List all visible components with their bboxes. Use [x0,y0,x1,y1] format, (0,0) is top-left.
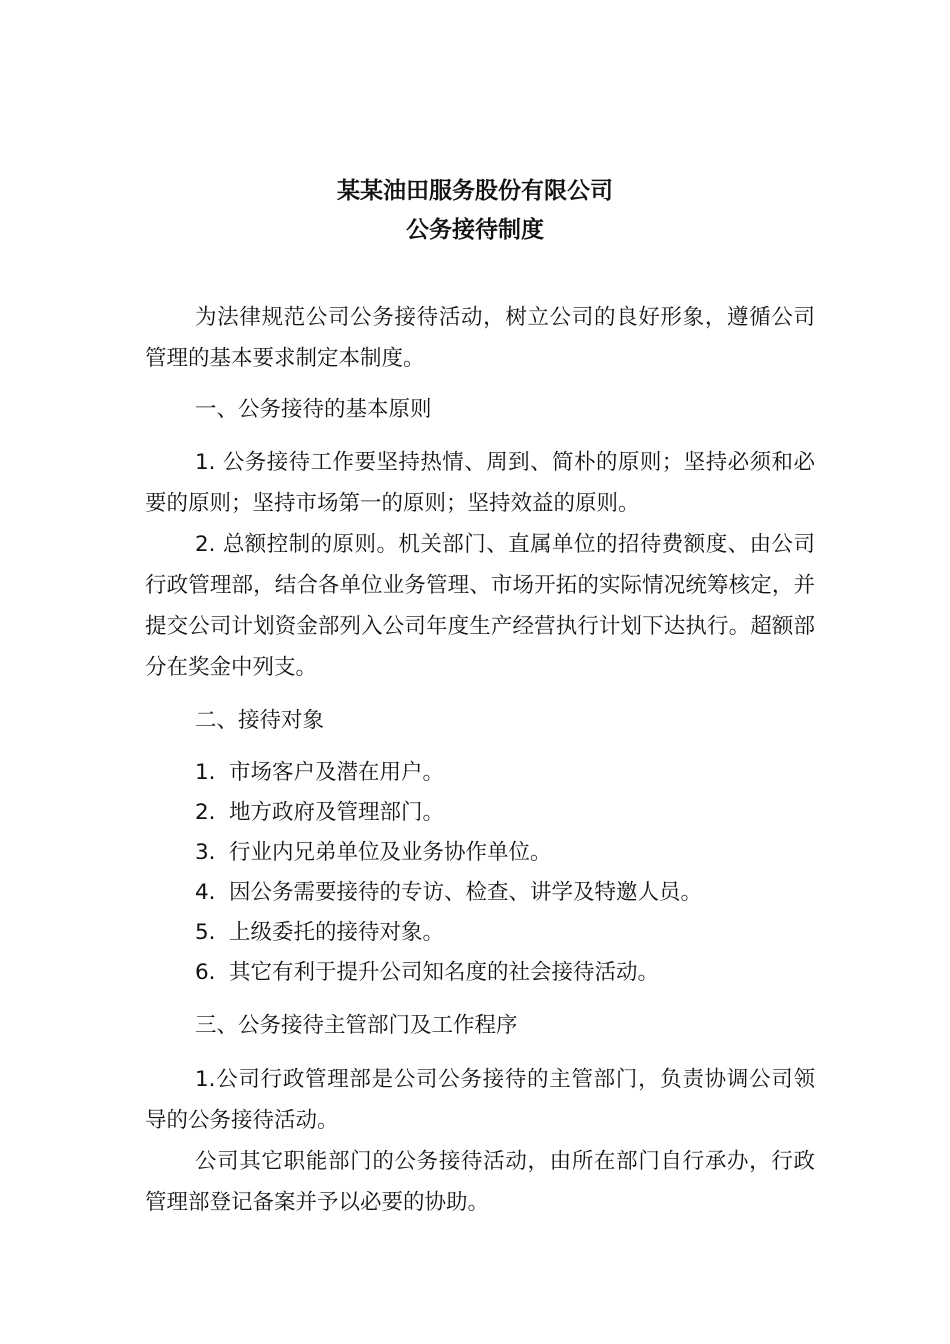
section-heading-targets: 二、接待对象 [195,708,325,733]
list-item-number: 4. [195,880,216,905]
list-item [195,952,659,993]
department-paragraph-2: 公司其它职能部门的公务接待活动，由所在部门自行承办，行政管理部登记备案并予以必要的协助。 [145,1149,815,1215]
list-item-text: 上级委托的接待对象。 [229,920,445,945]
department-paragraph-1 [145,1059,815,1141]
list-item [195,792,444,833]
document-title: 公务接待制度 [406,217,544,243]
list-item [195,912,444,953]
paragraph-number: 1. [195,450,216,475]
intro-paragraph: 为法律规范公司公务接待活动，树立公司的良好形象，遵循公司管理的基本要求制定本制度。 [145,305,815,371]
list-item-text: 其它有利于提升公司知名度的社会接待活动。 [229,960,660,985]
paragraph-number: 2. [195,532,216,557]
list-item [195,832,552,873]
paragraph-text: 总额控制的原则。机关部门、直属单位的招待费额度、由公司行政管理部，结合各单位业务管理、市场开拓的实际情况统筹核定，并提交公司计划资金部列入公司年度生产经营执行计划下达执行。超额部分在奖金中列支。 [145,532,815,680]
company-name: 某某油田服务股份有限公司 [337,178,613,204]
list-item-number: 6. [195,960,216,985]
list-item [195,752,444,793]
list-item-number: 1. [195,760,216,785]
list-item-text: 地方政府及管理部门。 [229,800,445,825]
list-item-text: 行业内兄弟单位及业务协作单位。 [229,840,552,865]
section-heading-department: 三、公务接待主管部门及工作程序 [195,1013,518,1038]
list-item [195,872,702,913]
paragraph-number: 1. [195,1067,216,1092]
paragraph-text: 公司行政管理部是公司公务接待的主管部门，负责协调公司领导的公务接待活动。 [145,1067,815,1133]
principle-paragraph-2 [145,524,815,688]
list-item-number: 5. [195,920,216,945]
paragraph-text: 公务接待工作要坚持热情、周到、简朴的原则；坚持必须和必要的原则；坚持市场第一的原则；坚持效益的原则。 [145,450,815,516]
list-item-number: 3. [195,840,216,865]
list-item-text: 因公务需要接待的专访、检查、讲学及特邀人员。 [229,880,703,905]
list-item-text: 市场客户及潜在用户。 [229,760,445,785]
list-item-number: 2. [195,800,216,825]
principle-paragraph-1 [145,442,815,524]
section-heading-principles: 一、公务接待的基本原则 [195,397,432,422]
